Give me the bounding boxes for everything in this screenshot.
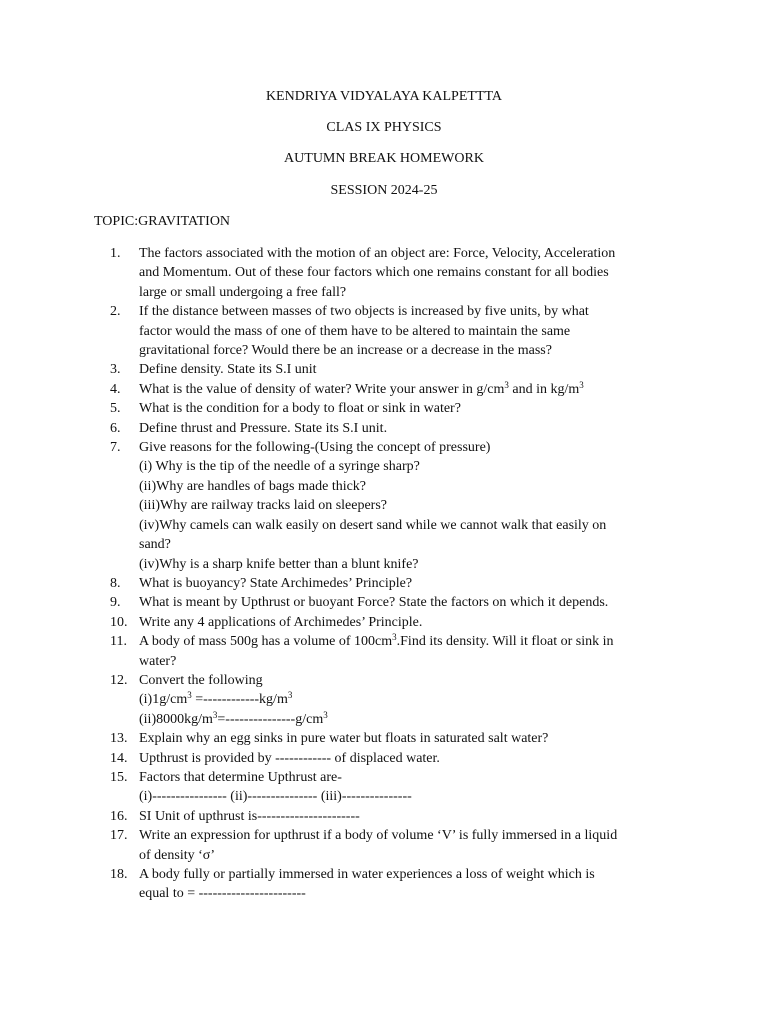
class-name: CLAS IX PHYSICS (326, 120, 442, 135)
question-item (110, 729, 680, 748)
question-text: What is the value of density of water? Write your answer in g/cm (139, 381, 505, 397)
question-number: 7. (110, 440, 121, 456)
question-number: 3. (110, 362, 121, 378)
question-line: Write an expression for upthrust if a body of volume ‘V’ is fully immersed in a liquid (139, 828, 618, 844)
question-line: Factors that determine Upthrust are- (139, 769, 342, 785)
question-line: large or small undergoing a free fall? (139, 284, 347, 300)
question-line: If the distance between masses of two objects is increased by five units, by what (139, 304, 589, 320)
question-number: 12. (110, 672, 128, 688)
question-item (110, 671, 680, 729)
superscript: 3 (212, 709, 218, 720)
question-line: Explain why an egg sinks in pure water but floats in saturated salt water? (139, 731, 549, 747)
question-line: water? (139, 653, 177, 669)
question-line (139, 380, 680, 399)
question-text: .Find its density. Will it float or sink in (396, 634, 614, 650)
question-line: Define density. State its S.I unit (139, 362, 317, 378)
question-item (110, 865, 680, 904)
question-line: (iii)Why are railway tracks laid on sleepers? (139, 498, 388, 514)
question-line: Define thrust and Pressure. State its S.I unit. (139, 420, 388, 436)
superscript: 3 (287, 690, 293, 701)
question-line: A body fully or partially immersed in water experiences a loss of weight which is (139, 867, 595, 882)
question-item (110, 380, 680, 399)
question-number: 5. (110, 401, 121, 417)
question-number: 11. (110, 634, 127, 650)
homework-title: AUTUMN BREAK HOMEWORK (284, 151, 484, 166)
question-item (110, 749, 680, 768)
question-line: (iv)Why is a sharp knife better than a blunt knife? (139, 556, 419, 572)
question-item (110, 807, 680, 826)
question-line: factor would the mass of one of them have to be altered to maintain the same (139, 323, 571, 339)
question-number: 1. (110, 246, 121, 261)
question-item (110, 419, 680, 438)
question-line: (i)---------------- (ii)--------------- (iii)--------------- (139, 789, 412, 805)
question-line: SI Unit of upthrust is---------------------- (139, 808, 360, 824)
question-line (139, 632, 680, 651)
question-item (110, 302, 680, 360)
topic-heading: TOPIC:GRAVITATION (94, 214, 231, 229)
question-item (110, 768, 680, 807)
question-item (110, 826, 680, 865)
question-line: (ii)Why are handles of bags made thick? (139, 478, 367, 494)
question-list (110, 244, 680, 904)
question-number: 13. (110, 731, 128, 747)
superscript: 3 (392, 632, 397, 643)
question-line: What is meant by Upthrust or buoyant Force? State the factors on which it depends. (139, 595, 609, 611)
question-item (110, 574, 680, 593)
question-line: Write any 4 applications of Archimedes’ Principle. (139, 614, 423, 630)
question-line (139, 710, 680, 729)
question-number: 8. (110, 575, 121, 591)
question-text: =---------------g/cm (217, 711, 324, 727)
question-text: A body of mass 500g has a volume of 100cm (139, 634, 393, 650)
question-number: 14. (110, 750, 128, 766)
question-line: (iv)Why camels can walk easily on desert sand while we cannot walk that easily on (139, 517, 607, 533)
question-line: equal to = ----------------------- (139, 886, 306, 902)
superscript: 3 (323, 709, 328, 720)
question-line: The factors associated with the motion of an object are: Force, Velocity, Acceleration (139, 246, 616, 261)
question-text: and in kg/m (508, 381, 580, 397)
superscript: 3 (504, 379, 509, 390)
question-item (110, 593, 680, 612)
question-line: of density ‘σ’ (139, 847, 215, 863)
question-line: (i) Why is the tip of the needle of a syringe sharp? (139, 459, 420, 475)
school-name: KENDRIYA VIDYALAYA KALPETTTA (265, 89, 503, 104)
question-number: 6. (110, 420, 121, 436)
question-number: 15. (110, 769, 128, 785)
question-line: Convert the following (139, 672, 263, 688)
question-line: What is buoyancy? State Archimedes’ Principle? (139, 575, 413, 591)
question-item (110, 360, 680, 379)
question-line: gravitational force? Would there be an increase or a decrease in the mass? (139, 343, 552, 359)
session: SESSION 2024-25 (330, 183, 438, 198)
question-text: (ii)8000kg/m (139, 711, 213, 727)
question-number: 9. (110, 595, 121, 611)
question-item (110, 438, 680, 574)
question-number: 10. (110, 614, 128, 630)
question-line: Give reasons for the following-(Using the concept of pressure) (139, 440, 491, 456)
question-number: 18. (110, 867, 128, 882)
question-line: sand? (139, 537, 171, 553)
question-line: Upthrust is provided by ------------ of displaced water. (139, 750, 440, 766)
question-number: 16. (110, 808, 128, 824)
question-text: =------------kg/m (191, 692, 288, 708)
question-text: (i)1g/cm (139, 692, 188, 708)
question-item (110, 399, 680, 418)
question-item (110, 613, 680, 632)
question-item (110, 632, 680, 671)
superscript: 3 (187, 690, 192, 701)
question-number: 2. (110, 304, 121, 320)
superscript: 3 (579, 379, 584, 390)
question-number: 4. (110, 381, 121, 397)
question-line (139, 690, 680, 709)
question-line: and Momentum. Out of these four factors which one remains constant for all bodies (139, 265, 609, 281)
question-line: What is the condition for a body to float or sink in water? (139, 401, 461, 417)
question-item (110, 244, 680, 302)
question-number: 17. (110, 828, 128, 844)
